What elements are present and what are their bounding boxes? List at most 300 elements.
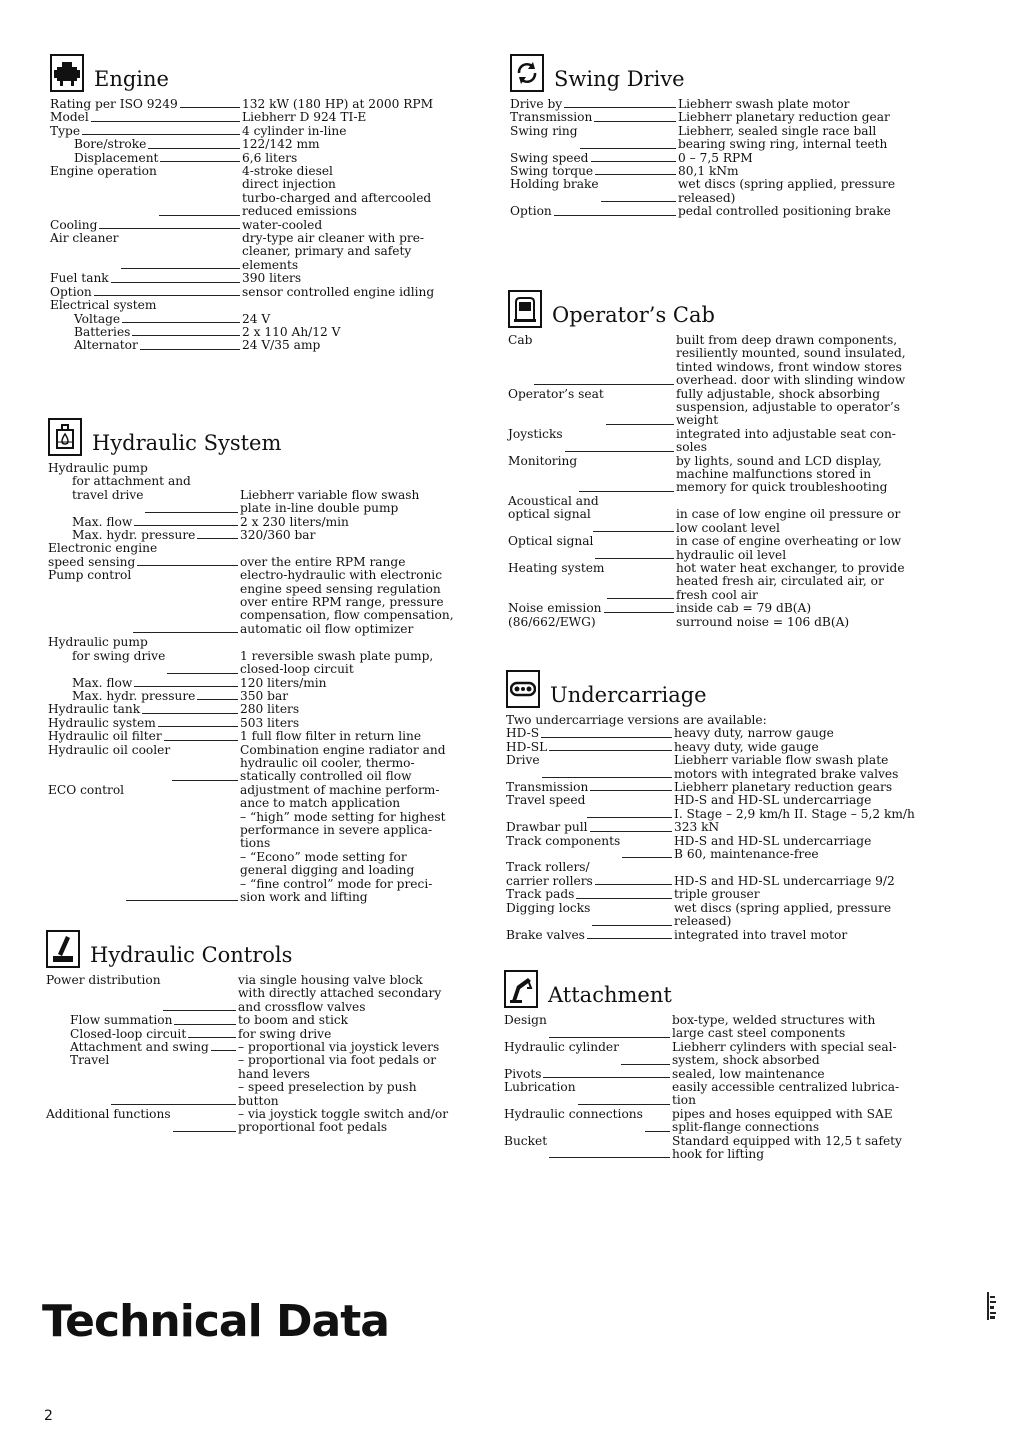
leader-line xyxy=(595,165,676,175)
spec-label: Travel speed xyxy=(506,793,586,808)
spec-label-cell xyxy=(510,98,678,111)
spec-value-line: hydraulic oil level xyxy=(676,547,787,562)
spec-value xyxy=(240,784,488,905)
spec-value xyxy=(674,875,951,888)
track-icon xyxy=(506,670,540,708)
section-hydraulic-controls xyxy=(46,924,486,1135)
spec-value xyxy=(676,616,948,629)
spec-label: Monitoring xyxy=(508,453,578,468)
section-engine xyxy=(50,48,480,353)
leader-line xyxy=(580,125,676,149)
spec-row xyxy=(46,974,486,1014)
spec-row xyxy=(50,286,480,299)
spec-label: Lubrication xyxy=(504,1080,576,1095)
spec-label-cell xyxy=(48,569,240,636)
section-header xyxy=(46,924,486,968)
spec-label: Pump control xyxy=(48,568,132,583)
spec-row xyxy=(48,475,488,488)
spec-value-line: with directly attached secondary xyxy=(238,986,442,1001)
spec-value-line: electro-hydraulic with electronic xyxy=(240,568,443,583)
spec-value xyxy=(242,313,480,326)
spec-value-line: – via joystick toggle switch and/or xyxy=(238,1107,449,1122)
leader-line xyxy=(137,556,238,566)
leader-line xyxy=(197,529,238,539)
spec-value-line: resiliently mounted, sound insulated, xyxy=(676,346,906,361)
spec-label-cell xyxy=(48,717,240,730)
leader-line xyxy=(174,1014,236,1024)
leader-line xyxy=(543,1068,670,1078)
spec-value-line: suspension, adjustable to operator’s xyxy=(676,400,900,415)
spec-label-cell xyxy=(510,205,678,218)
spec-label-cell xyxy=(48,690,240,703)
section-title: Attachment xyxy=(548,983,672,1007)
spec-value-line: 120 liters/min xyxy=(240,675,327,690)
spec-label-cell xyxy=(504,1068,672,1081)
spec-label-cell xyxy=(48,529,240,542)
spec-value-line: Liebherr planetary reduction gear xyxy=(678,110,890,125)
spec-label-cell xyxy=(50,138,242,151)
spec-label-cell xyxy=(506,794,674,821)
spec-label: Hydraulic system xyxy=(48,715,156,730)
spec-value-line: – “fine control” mode for preci- xyxy=(240,876,433,891)
spec-value-line: 6,6 liters xyxy=(242,150,298,165)
section-title: Hydraulic Controls xyxy=(90,943,293,967)
spec-label: Design xyxy=(504,1013,547,1027)
spec-label: Power distribution xyxy=(46,973,161,987)
spec-value xyxy=(242,299,480,312)
section-header xyxy=(508,284,948,328)
spec-value-line: ance to match application xyxy=(240,796,401,811)
spec-row xyxy=(48,556,488,569)
spec-label: Max. hydr. pressure xyxy=(72,528,196,543)
spec-value-line: built from deep drawn components, xyxy=(676,333,898,347)
spec-row xyxy=(50,326,480,339)
leader-line xyxy=(564,98,676,108)
spec-row xyxy=(48,744,488,784)
spec-row xyxy=(506,888,951,901)
spec-label-cell xyxy=(508,562,676,602)
spec-value-line: 4 cylinder in-line xyxy=(242,123,347,138)
leader-line xyxy=(121,232,241,269)
spec-label: Displacement xyxy=(74,150,159,165)
leader-line xyxy=(554,205,676,215)
spec-label: Swing ring xyxy=(510,123,578,138)
spec-value xyxy=(238,1028,486,1041)
spec-row xyxy=(508,508,948,535)
spec-value xyxy=(678,165,950,178)
leader-line xyxy=(587,794,672,818)
page-number: 2 xyxy=(44,1408,53,1424)
spec-value-line: tion xyxy=(672,1093,696,1108)
spec-label: for swing drive xyxy=(72,648,166,663)
spec-value-line: low coolant level xyxy=(676,520,780,535)
spec-value-line: hydraulic oil cooler, thermo- xyxy=(240,755,415,770)
spec-value-line: 350 bar xyxy=(240,688,289,703)
spec-row xyxy=(510,152,950,165)
spec-label-cell xyxy=(48,784,240,905)
spec-label-cell xyxy=(48,556,240,569)
spec-value xyxy=(674,861,951,874)
spec-value-line: plate in-line double pump xyxy=(240,501,399,516)
leader-line xyxy=(122,313,240,323)
spec-value-line: Liebherr planetary reduction gears xyxy=(674,780,893,795)
spec-label: Optical signal xyxy=(508,534,594,549)
spec-label-cell xyxy=(50,313,242,326)
leader-line xyxy=(99,219,240,229)
spec-label-cell xyxy=(48,636,240,649)
spec-row xyxy=(50,138,480,151)
spec-label: Travel xyxy=(70,1053,110,1068)
spec-value-line: overhead. door with slinding window xyxy=(676,373,906,388)
spec-value xyxy=(674,929,951,942)
spec-value-line: system, shock absorbed xyxy=(672,1053,820,1068)
spec-value-line: soles xyxy=(676,440,707,455)
spec-value-line: Combination engine radiator and xyxy=(240,742,446,757)
spec-label-cell xyxy=(506,781,674,794)
spec-label-cell xyxy=(46,1041,238,1054)
spec-value xyxy=(240,730,488,743)
spec-label: Model xyxy=(50,110,89,125)
spec-value-line: integrated into adjustable seat con- xyxy=(676,426,896,441)
leader-line xyxy=(591,152,677,162)
spec-label: optical signal xyxy=(508,507,591,522)
spec-value-line: memory for quick troubleshooting xyxy=(676,480,888,495)
spec-label-cell xyxy=(48,542,240,555)
spec-value-line: button xyxy=(238,1093,279,1108)
spec-label: Transmission xyxy=(510,110,593,125)
spec-row xyxy=(506,727,951,740)
section-header xyxy=(506,664,951,708)
spec-value xyxy=(238,1054,486,1108)
spec-row xyxy=(506,781,951,794)
spec-label: ECO control xyxy=(48,782,125,797)
leader-line xyxy=(601,178,676,202)
spec-row xyxy=(506,741,951,754)
leader-line xyxy=(91,111,240,121)
spec-value-line: for swing drive xyxy=(238,1026,332,1041)
spec-label: Swing speed xyxy=(510,150,589,165)
spec-label-cell xyxy=(46,974,238,1014)
swing-rotation-icon xyxy=(510,54,544,92)
spec-label: Swing torque xyxy=(510,164,594,179)
spec-row xyxy=(510,111,950,124)
spec-label-cell xyxy=(48,744,240,784)
section-intro: Two undercarriage versions are available: xyxy=(506,713,767,727)
spec-value-line: by lights, sound and LCD display, xyxy=(676,453,882,468)
spec-value-line: inside cab = 79 dB(A) xyxy=(676,601,812,616)
spec-label: Track pads xyxy=(506,887,575,902)
leader-line xyxy=(549,1014,670,1038)
spec-value-line: integrated into travel motor xyxy=(674,927,848,942)
leader-line xyxy=(159,165,240,216)
spec-label-cell xyxy=(504,1041,672,1068)
spec-row xyxy=(46,1054,486,1108)
spec-label: Hydraulic cylinder xyxy=(504,1039,619,1054)
spec-value xyxy=(240,569,488,636)
spec-value-line: fresh cool air xyxy=(676,587,758,602)
spec-value-line: automatic oil flow optimizer xyxy=(240,621,414,636)
spec-label-cell xyxy=(508,428,676,455)
spec-value xyxy=(240,462,488,475)
spec-value-line: in case of engine overheating or low xyxy=(676,534,902,549)
spec-value xyxy=(242,272,480,285)
spec-row xyxy=(508,562,948,602)
spec-value-line: wet discs (spring applied, pressure xyxy=(674,900,892,915)
spec-label-cell xyxy=(46,1054,238,1108)
leader-line xyxy=(142,703,238,713)
spec-label: Batteries xyxy=(74,324,131,339)
spec-label-cell xyxy=(508,535,676,562)
spec-label: Hydraulic oil filter xyxy=(48,729,162,744)
spec-value-line: engine speed sensing regulation xyxy=(240,581,441,596)
spec-label: Alternator xyxy=(74,338,138,353)
leader-line xyxy=(595,875,672,885)
spec-value xyxy=(238,1014,486,1027)
spec-label-cell xyxy=(50,98,242,111)
spec-label: Track components xyxy=(506,833,621,848)
spec-row xyxy=(46,1028,486,1041)
spec-label-cell xyxy=(48,489,240,516)
spec-value-line: triple grouser xyxy=(674,887,760,902)
leader-line xyxy=(163,974,236,1011)
spec-value-line: 2 x 230 liters/min xyxy=(240,514,349,529)
leader-line xyxy=(82,125,240,135)
leader-line xyxy=(173,1108,236,1132)
spec-label: HD-S xyxy=(506,726,540,741)
spec-row xyxy=(506,902,951,929)
spec-value-line: hot water heat exchanger, to provide xyxy=(676,560,905,575)
spec-label: HD-SL xyxy=(506,739,548,754)
spec-row xyxy=(508,602,948,615)
spec-label-cell xyxy=(508,602,676,615)
spec-row xyxy=(506,835,951,862)
spec-value xyxy=(240,650,488,677)
spec-label: Additional functions xyxy=(46,1107,171,1122)
spec-value-line: Liebherr cylinders with special seal- xyxy=(672,1039,897,1054)
spec-value xyxy=(240,717,488,730)
spec-label-cell xyxy=(50,219,242,232)
section-attachment xyxy=(504,964,944,1161)
section-title: Undercarriage xyxy=(550,683,707,707)
spec-row xyxy=(46,1014,486,1027)
spec-value-line: reduced emissions xyxy=(242,204,357,219)
spec-label: for attachment and xyxy=(72,474,191,489)
spec-label-cell xyxy=(510,111,678,124)
spec-row xyxy=(504,1108,944,1135)
spec-label-cell xyxy=(510,178,678,205)
spec-value xyxy=(674,754,951,781)
leader-line xyxy=(132,326,240,336)
spec-label: Max. hydr. pressure xyxy=(72,688,196,703)
spec-value xyxy=(240,516,488,529)
spec-row xyxy=(50,313,480,326)
spec-label-cell xyxy=(50,232,242,272)
leader-line xyxy=(126,784,238,902)
spec-label-cell xyxy=(50,299,242,312)
spec-label: Voltage xyxy=(74,311,121,326)
spec-label-cell xyxy=(50,272,242,285)
spec-label-cell xyxy=(48,730,240,743)
spec-label: Acoustical and xyxy=(508,493,599,508)
spec-row xyxy=(510,205,950,218)
spec-value-line: Liebherr variable flow swash plate xyxy=(674,753,889,768)
spec-row xyxy=(48,529,488,542)
spec-row xyxy=(46,1108,486,1135)
spec-value xyxy=(238,1041,486,1054)
spec-value-line: adjustment of machine perform- xyxy=(240,782,440,797)
spec-row xyxy=(50,339,480,352)
spec-value-line: HD-S and HD-SL undercarriage 9/2 xyxy=(674,873,895,888)
spec-value xyxy=(676,495,948,508)
spec-value-line: turbo-charged and aftercooled xyxy=(242,190,432,205)
spec-value xyxy=(240,703,488,716)
spec-label-cell xyxy=(48,462,240,475)
spec-value xyxy=(672,1068,944,1081)
spec-label: Joysticks xyxy=(508,426,563,441)
leader-line xyxy=(590,821,672,831)
spec-row xyxy=(46,1041,486,1054)
spec-value xyxy=(674,741,951,754)
spec-row xyxy=(50,219,480,232)
spec-label-cell xyxy=(48,650,240,677)
spec-row xyxy=(50,165,480,219)
spec-label: Drive xyxy=(506,753,540,768)
spec-value-line: closed-loop circuit xyxy=(240,662,354,677)
spec-value xyxy=(242,138,480,151)
spec-value-line: released) xyxy=(674,914,732,929)
spec-label-cell xyxy=(510,152,678,165)
spec-label: Brake valves xyxy=(506,927,585,942)
leader-line xyxy=(180,98,240,108)
leader-line xyxy=(607,562,675,599)
spec-value-line: tions xyxy=(240,836,271,851)
section-title: Engine xyxy=(94,67,169,91)
spec-value-line: 1 reversible swash plate pump, xyxy=(240,648,434,663)
spec-value-line: general digging and loading xyxy=(240,863,415,878)
spec-value-line: heavy duty, wide gauge xyxy=(674,739,819,754)
leader-line xyxy=(549,741,672,751)
leader-line xyxy=(134,516,238,526)
spec-value-line: over entire RPM range, pressure xyxy=(240,595,444,610)
spec-list xyxy=(508,334,948,629)
spec-label: Closed-loop circuit xyxy=(70,1026,187,1041)
spec-value xyxy=(242,326,480,339)
spec-list xyxy=(510,98,950,219)
spec-value-line: surround noise = 106 dB(A) xyxy=(676,614,850,629)
spec-value xyxy=(242,165,480,219)
spec-value xyxy=(672,1081,944,1108)
spec-value xyxy=(676,388,948,428)
leader-line xyxy=(145,489,238,513)
spec-value-line: I. Stage – 2,9 km/h II. Stage – 5,2 km/h xyxy=(674,806,915,821)
spec-label: Fuel tank xyxy=(50,271,109,286)
spec-row xyxy=(504,1014,944,1041)
spec-label-cell xyxy=(506,727,674,740)
spec-value xyxy=(672,1014,944,1041)
spec-row xyxy=(48,569,488,636)
leader-line xyxy=(211,1041,236,1051)
spec-row xyxy=(506,754,951,781)
spec-row xyxy=(506,794,951,821)
spec-value xyxy=(238,1108,486,1135)
leader-line xyxy=(188,1028,236,1038)
leader-line xyxy=(541,727,672,737)
spec-row xyxy=(48,650,488,677)
leader-line xyxy=(140,339,240,349)
margin-mark-icon xyxy=(985,1292,997,1320)
spec-value-line: 390 liters xyxy=(242,271,302,286)
spec-row xyxy=(506,821,951,834)
spec-value-line: performance in severe applica- xyxy=(240,822,433,837)
spec-value-line: fully adjustable, shock absorbing xyxy=(676,386,881,401)
spec-list xyxy=(46,974,486,1135)
spec-value-line: B 60, maintenance-free xyxy=(674,847,819,862)
spec-value-line: – “high” mode setting for highest xyxy=(240,809,446,824)
spec-row xyxy=(48,542,488,555)
spec-label-cell xyxy=(50,125,242,138)
leader-line xyxy=(604,602,674,612)
spec-value xyxy=(672,1041,944,1068)
spec-row xyxy=(48,677,488,690)
spec-value xyxy=(678,205,950,218)
spec-value xyxy=(674,821,951,834)
spec-row xyxy=(510,125,950,152)
spec-label: Bucket xyxy=(504,1133,548,1148)
spec-row xyxy=(48,717,488,730)
spec-value-line: – speed preselection by push xyxy=(238,1080,417,1095)
spec-row xyxy=(510,98,950,111)
spec-row xyxy=(510,165,950,178)
spec-label-cell xyxy=(506,902,674,929)
spec-label-cell xyxy=(50,111,242,124)
spec-row xyxy=(504,1081,944,1108)
spec-row xyxy=(508,428,948,455)
spec-value xyxy=(676,428,948,455)
spec-label-cell xyxy=(508,388,676,428)
section-title: Swing Drive xyxy=(554,67,685,91)
spec-label: Option xyxy=(50,284,92,299)
spec-value xyxy=(674,727,951,740)
spec-label: Rating per ISO 9249 xyxy=(50,97,178,111)
spec-label: Max. flow xyxy=(72,675,133,690)
spec-label: Heating system xyxy=(508,560,605,575)
spec-row xyxy=(50,232,480,272)
spec-row xyxy=(504,1041,944,1068)
spec-value-line: – “Econo” mode setting for xyxy=(240,849,407,864)
section-hydraulic-system xyxy=(48,412,488,904)
spec-value xyxy=(240,475,488,488)
spec-value xyxy=(674,902,951,929)
spec-value xyxy=(678,152,950,165)
spec-label: Electronic engine xyxy=(48,541,158,556)
spec-label: Cooling xyxy=(50,217,98,232)
spec-value xyxy=(676,535,948,562)
spec-label: Type xyxy=(50,123,81,138)
spec-value-line: Liebherr D 924 TI-E xyxy=(242,110,367,125)
spec-value-line: 280 liters xyxy=(240,702,300,717)
spec-list xyxy=(506,714,951,942)
spec-label: Transmission xyxy=(506,780,589,795)
spec-value xyxy=(676,508,948,535)
spec-row xyxy=(50,152,480,165)
spec-list xyxy=(504,1014,944,1161)
spec-value-line: 122/142 mm xyxy=(242,137,320,152)
spec-value-line: in case of low engine oil pressure or xyxy=(676,507,901,522)
spec-value-line: Standard equipped with 12,5 t safety xyxy=(672,1133,902,1148)
leader-line xyxy=(111,272,240,282)
section-header xyxy=(50,48,480,92)
spec-value-line: split-flange connections xyxy=(672,1120,820,1135)
